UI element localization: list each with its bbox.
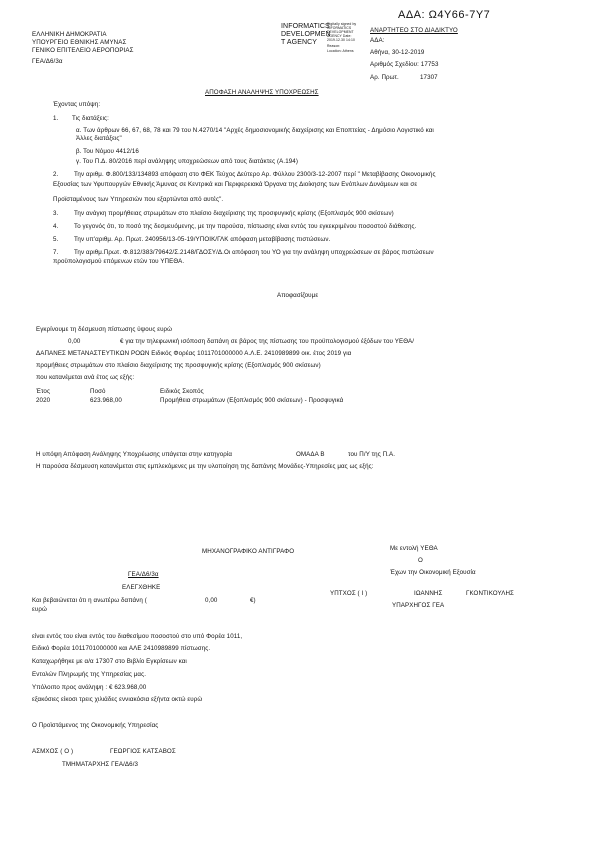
table-header-year: Έτος (36, 388, 51, 395)
stamp-small-text: Digitally signed by INFORMATICS DEVELOPMENT AGENCY Date: 2019.12.30 14:10 (327, 22, 357, 42)
left-block-code: ΓΕΑ/Δ6/3α (128, 571, 159, 578)
posted-label: ΑΝΑΡΤΗΤΕΟ ΣΤΟ ΔΙΑΔΙΚΤΥΟ (370, 27, 458, 34)
item-1a-line-2: Άλλες διατάξεις" (76, 135, 122, 142)
right-sig-line-3: Έχων την Οικονομική Εξουσία (390, 569, 476, 576)
item-3-text: Την ανάγκη προμήθειας στρωμάτων στο πλαίσιο διαχείρισης της προσφυγικής κρίσης (Εξοπλισμός 900 σκίσεων) (74, 210, 394, 217)
certify-amount: 0,00 (205, 597, 218, 604)
item-2-line-1: Την αριθμ. Φ.800/133/134893 απόφαση στο ΦΕΚ Τεύχος Δεύτερο Αρ. Φύλλου 2300/3-12-2007 περί " Μεταβίβασης Οικονομικής (74, 171, 436, 178)
distribution-line: που κατανέμεται ανά έτος ως εξής: (36, 374, 135, 381)
left-block-line-1: είναι εντός του είναι εντός του διαθεσίμου ποσοστού στο υπό Φορέα 1011, (32, 633, 243, 640)
left-block-line-4: Εντολών Πληρωμής της Υπηρεσίας μας. (32, 671, 147, 678)
left-block-line-7: Ο Προϊστάμενος της Οικονομικής Υπηρεσίας (32, 722, 159, 729)
draft-number: Αριθμός Σχεδίου: 17753 (370, 61, 439, 68)
left-block-line-2: Ειδικό Φορέα 1011701000000 και ΑΛΕ 2410989899 πίστωσης. (32, 645, 211, 652)
place-date: Αθήνα, 30-12-2019 (370, 49, 425, 56)
left-sig-rank: ΑΣΜΧΟΣ ( Ο ) (32, 748, 74, 755)
approval-line: Εγκρίνουμε τη δέσμευση πίστωσης ύψους ευρώ (36, 326, 173, 333)
right-sig-name-2: ΓΚΟΝΤΙΚΟΥΛΗΣ (466, 590, 514, 597)
checked-label: ΕΛΕΓΧΘΗΚΕ (122, 584, 161, 591)
header-line-2: ΥΠΟΥΡΓΕΙΟ ΕΘΝΙΚΗΣ ΑΜΥΝΑΣ (32, 39, 127, 46)
table-cell-amount: 623.968,00 (90, 397, 122, 404)
item-1-text: Τις διατάξεις: (72, 115, 109, 122)
ada-code: ΑΔΑ: Ω4Υ66-7Υ7 (398, 9, 491, 21)
category-line-a: Η υπόψη Απόφαση Ανάληψης Υποχρέωσης υπάγεται στην κατηγορία (36, 451, 233, 458)
left-sig-name: ΓΕΩΡΓΙΟΣ ΚΑΤΣΑΒΟΣ (110, 748, 176, 755)
expenses-line: ΔΑΠΑΝΕΣ ΜΕΤΑΝΑΣΤΕΥΤΙΚΩΝ ΡΟΩΝ Ειδικός Φορέας 1011701000000 Α.Λ.Ε. 2410989899 οικ. έτος 2019 για (36, 350, 352, 357)
item-number-7: 7. (53, 249, 59, 256)
certify-euro: ευρώ (32, 606, 47, 613)
right-sig-role: ΥΠΑΡΧΗΓΟΣ ΓΕΑ (392, 602, 445, 609)
right-sig-rank: ΥΠΤΧΟΣ ( Ι ) (330, 590, 368, 597)
table-header-purpose: Ειδικός Σκοπός (160, 388, 204, 395)
left-block-line-6: εξακόσιες είκοσι τρεις χιλιάδες εννιακόσια εξήντα οκτώ ευρώ (32, 696, 203, 703)
item-5-text: Την υπ'αριθμ. Αρ. Πρωτ. 240956/13-05-19/ΥΠΟΙΚ/ΓΛΚ απόφαση μεταβίβασης πιστώσεων. (74, 236, 331, 243)
document-title: ΑΠΟΦΑΣΗ ΑΝΑΛΗΨΗΣ ΥΠΟΧΡΕΩΣΗΣ (205, 89, 319, 96)
category-group: ΟΜΑΔΑ Β (296, 451, 325, 458)
commitment-line: € για την τηλεφωνική ισόποση δαπάνη σε βάρος της πίστωσης του προϋπολογισμού έξόδων του ΥΕΘΑ/ (120, 338, 415, 345)
item-number-5: 5. (53, 236, 59, 243)
table-header-amount: Ποσό (90, 388, 106, 395)
table-cell-year: 2020 (36, 397, 51, 404)
item-1a-line-1: α. Των άρθρων 66, 67, 68, 78 και 79 του Ν.4270/14 "Αρχές δημοσιονομικής διαχείρισης και Εποπτείας - Δημόσιο Λογιστικό και (76, 127, 434, 134)
item-2-line-3: Προϊσταμένους των Υπηρεσιών που εξαρτώνται από αυτές". (53, 196, 224, 203)
left-sig-role: ΤΜΗΜΑΤΑΡΧΗΣ ΓΕΑ/Δ6/3 (62, 761, 139, 768)
purchase-line: προμήθειες στρωμάτων στο πλαίσιο διαχείρισης της προσφυγικής κρίσης (Εξοπλισμός 900 σκίσεων) (36, 362, 321, 369)
left-block-line-5: Υπόλοιπο προς ανάληψη : € 623.968,00 (32, 684, 147, 691)
item-7-line-2: προϋπολογισμού επόμενων ετών του ΥΠΕΘΑ. (53, 258, 185, 265)
stamp-reason: Reason: (327, 44, 341, 48)
decision-heading: Αποφασίζουμε (277, 292, 319, 299)
considering-label: Έχοντας υπόψη: (53, 101, 101, 108)
certify-line-a: Και βεβαιώνεται ότι η ανωτέρω δαπάνη ( (32, 597, 147, 604)
item-4-text: Το γεγονός ότι, το ποσό της δεσμευόμενης, με την παρούσα, πίστωσης είναι εντός του εγκεκριμένου ποσοστού διάθεσης. (74, 223, 417, 230)
ada-small: ΑΔΑ: (370, 37, 385, 44)
right-sig-line-1: Με εντολή ΥΕΘΑ (390, 545, 438, 552)
left-block-line-3: Καταχωρήθηκε με α/α 17307 στο Βιβλίο Εγκρίσεων και (32, 658, 187, 665)
stamp-line-1: INFORMATICS (281, 23, 330, 30)
item-2-line-2: Εξουσίας των Υφυπουργών Εθνικής Άμυνας σε Κεντρικά και Περιφερειακά Όργανα της Διοίκησης των Ενόπλων Δυνάμεων και σε (53, 181, 418, 188)
item-number-2: 2. (53, 171, 59, 178)
item-7-line-1: Την αριθμ.Πρωτ. Φ.812/383/79642/Σ.2148/ΓΔΟΣΥ/Δ.Οι απόφαση του ΥΟ για την ανάληψη υποχρεώσεων σε βάρος πιστώσεων (74, 249, 434, 256)
item-number-3: 3. (53, 210, 59, 217)
certify-line-b: €) (250, 597, 256, 604)
allocation-line: Η παρούσα δέσμευση κατανέμεται στις εμπλεκόμενες με την υλοποίηση της δαπάνης Μονάδες-Υπηρεσίες μας ως εξής: (36, 463, 374, 470)
item-number-1: 1. (53, 115, 59, 122)
stamp-line-2: DEVELOPMEN (281, 31, 331, 38)
header-code: ΓΕΑ/Δ6/3α (32, 58, 63, 65)
electronic-copy-label: ΜΗΧΑΝΟΓΡΑΦΙΚΟ ΑΝΤΙΓΡΑΦΟ (202, 548, 295, 555)
header-line-3: ΓΕΝΙΚΟ ΕΠΙΤΕΛΕΙΟ ΑΕΡΟΠΟΡΙΑΣ (32, 47, 134, 54)
item-number-4: 4. (53, 223, 59, 230)
approval-amount: 0,00 (68, 338, 81, 345)
protocol-label: Αρ. Πρωτ. (370, 74, 399, 81)
header-line-1: ΕΛΛΗΝΙΚΗ ΔΗΜΟΚΡΑΤΙΑ (32, 31, 107, 38)
stamp-line-3: T AGENCY (281, 39, 318, 46)
stamp-location: Location: Athens (327, 49, 354, 53)
table-cell-purpose: Προμήθεια στρωμάτων (Εξοπλισμός 900 σκίσεων) - Προσφυγικά (160, 397, 344, 404)
item-1c: γ. Του Π.Δ. 80/2016 περί ανάληψης υποχρεώσεων από τους διατάκτες (Α.194) (76, 158, 299, 165)
right-sig-name-1: ΙΩΑΝΝΗΣ (414, 590, 443, 597)
category-line-b: του Π/Υ της Π.Α. (348, 451, 396, 458)
item-1b: β. Του Νόμου 4412/16 (76, 148, 139, 155)
protocol-value: 17307 (420, 74, 438, 81)
right-sig-line-2: Ο (418, 557, 423, 564)
